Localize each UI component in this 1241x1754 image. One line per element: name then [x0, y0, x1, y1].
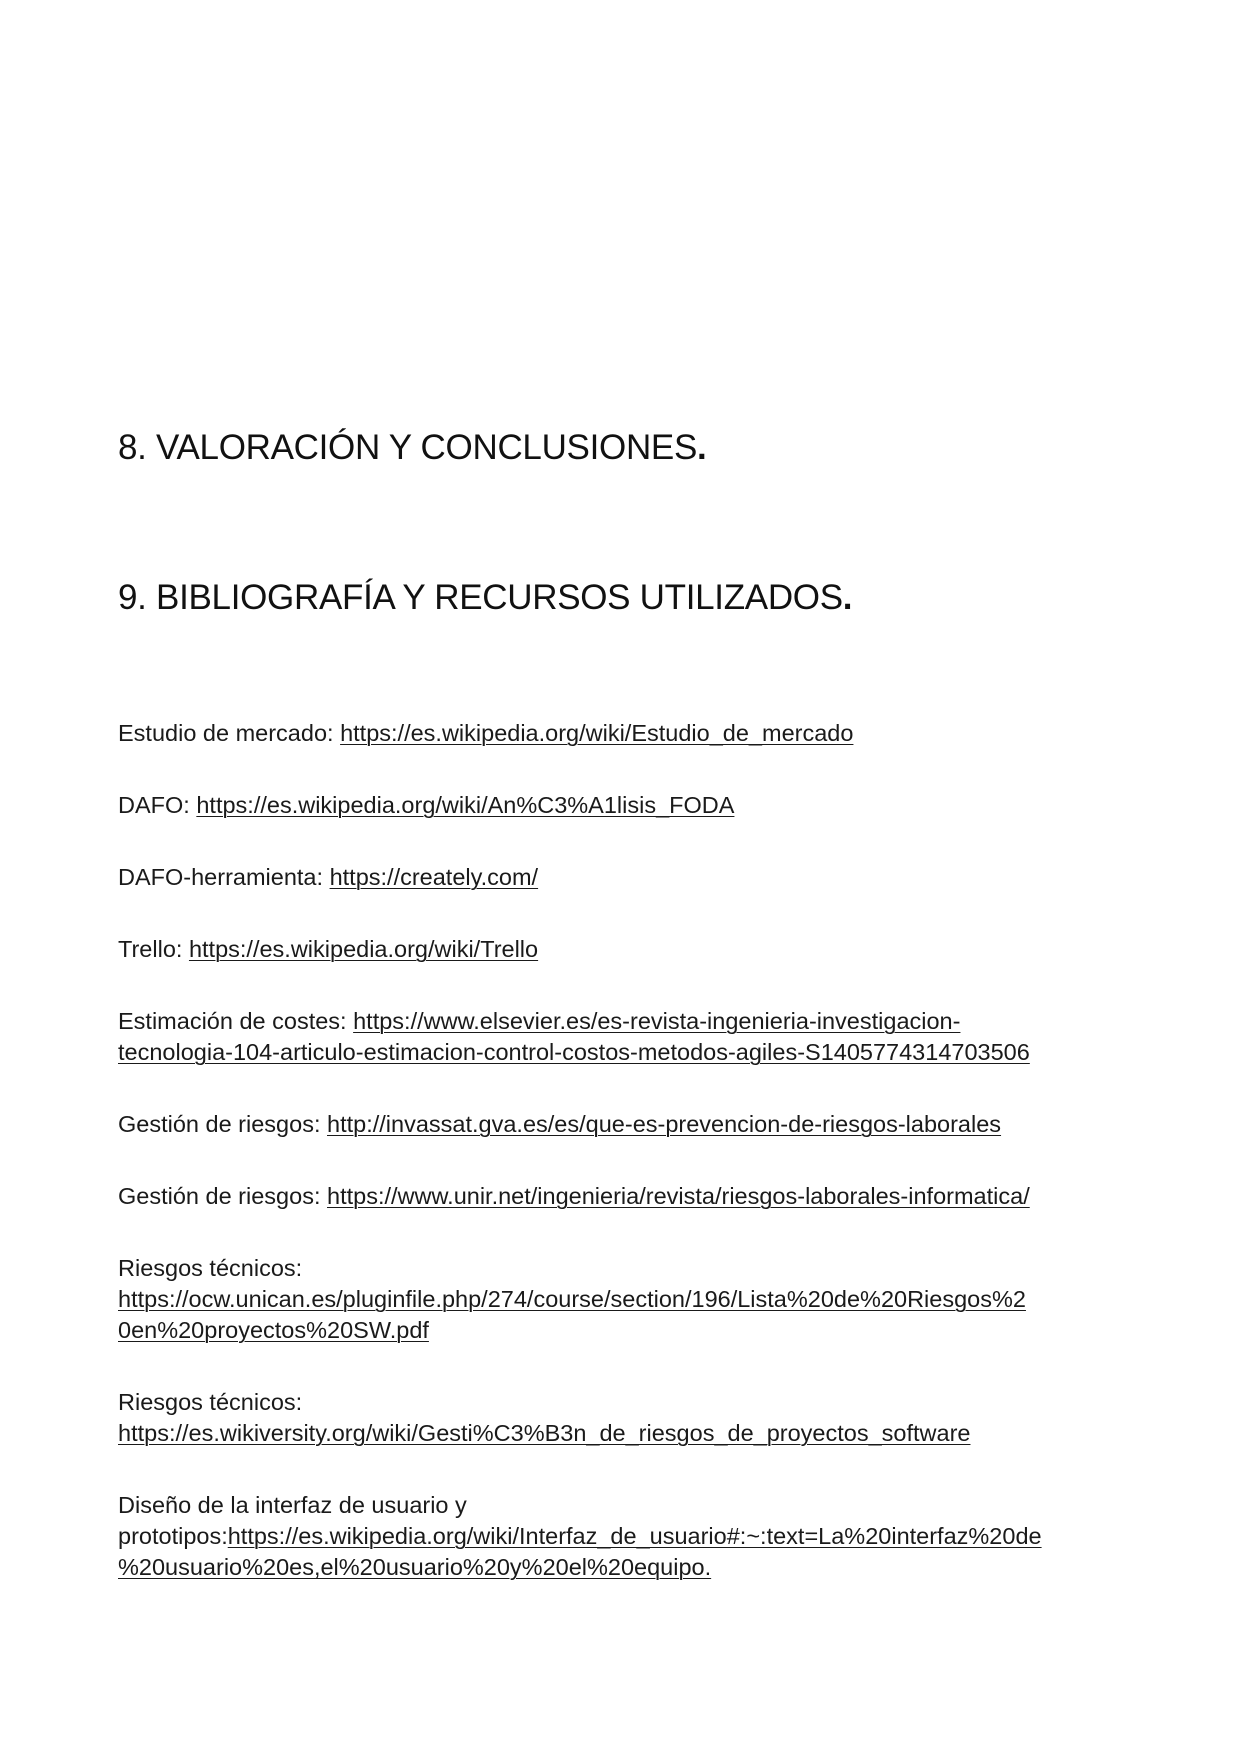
section-title: BIBLIOGRAFÍA Y RECURSOS UTILIZADOS — [156, 578, 843, 617]
reference-item — [118, 1387, 1128, 1449]
reference-label: Riesgos técnicos: — [118, 1389, 303, 1415]
reference-item — [118, 1109, 1128, 1140]
reference-link[interactable]: https://creately.com/ — [329, 864, 539, 890]
reference-link[interactable] — [118, 1286, 1026, 1343]
bibliography-list — [118, 718, 1128, 1624]
reference-label: prototipos: — [118, 1523, 228, 1549]
reference-label: Riesgos técnicos: — [118, 1255, 303, 1281]
reference-label: Trello: — [118, 936, 183, 962]
reference-link[interactable]: https://www.unir.net/ingenieria/revista/riesgos-laborales-informatica/ — [327, 1183, 1030, 1209]
reference-link[interactable]: https://es.wikipedia.org/wiki/Trello — [188, 936, 539, 962]
reference-item — [118, 1006, 1128, 1068]
reference-item — [118, 1181, 1128, 1212]
reference-link[interactable]: https://es.wikipedia.org/wiki/Estudio_de_mercado — [340, 720, 854, 746]
reference-link-line: https://ocw.unican.es/pluginfile.php/274/course/section/196/Lista%20de%20Riesgos%2 — [118, 1286, 1026, 1312]
section-heading-bibliografia — [118, 578, 852, 618]
reference-label: Estimación de costes: — [118, 1008, 347, 1034]
reference-link-line: 0en%20proyectos%20SW.pdf — [118, 1317, 429, 1343]
reference-item — [118, 862, 1128, 893]
reference-item — [118, 718, 1128, 749]
reference-item — [118, 934, 1128, 965]
section-period: . — [842, 578, 853, 617]
reference-link[interactable]: https://es.wikiversity.org/wiki/Gesti%C3%B3n_de_riesgos_de_proyectos_software — [118, 1420, 971, 1446]
reference-item — [118, 790, 1128, 821]
reference-link-line: https://es.wikipedia.org/wiki/Interfaz_de_usuario#:~:text=La%20interfaz%20de — [227, 1523, 1042, 1549]
section-period: . — [697, 428, 707, 467]
reference-link[interactable] — [118, 1523, 1042, 1580]
reference-label: DAFO-herramienta: — [118, 864, 324, 890]
reference-link-line: https://www.elsevier.es/es-revista-ingenieria-investigacion- — [353, 1008, 961, 1034]
section-title: VALORACIÓN Y CONCLUSIONES — [156, 428, 698, 467]
reference-label: Diseño de la interfaz de usuario y — [118, 1492, 467, 1518]
reference-label: Estudio de mercado: — [118, 720, 334, 746]
reference-item — [118, 1490, 1128, 1583]
reference-link[interactable]: http://invassat.gva.es/es/que-es-prevencion-de-riesgos-laborales — [327, 1111, 1002, 1137]
reference-label: Gestión de riesgos: — [118, 1183, 321, 1209]
reference-label: Gestión de riesgos: — [118, 1111, 321, 1137]
section-number: 9. — [118, 578, 147, 617]
reference-link-line: tecnologia-104-articulo-estimacion-control-costos-metodos-agiles-S1405774314703506 — [118, 1039, 1030, 1065]
reference-link[interactable]: https://es.wikipedia.org/wiki/An%C3%A1lisis_FODA — [196, 792, 735, 818]
reference-label: DAFO: — [118, 792, 190, 818]
section-heading-valoracion — [118, 428, 706, 468]
section-number: 8. — [118, 428, 147, 467]
reference-link-line: %20usuario%20es,el%20usuario%20y%20el%20equipo. — [118, 1554, 712, 1580]
reference-item — [118, 1253, 1128, 1346]
